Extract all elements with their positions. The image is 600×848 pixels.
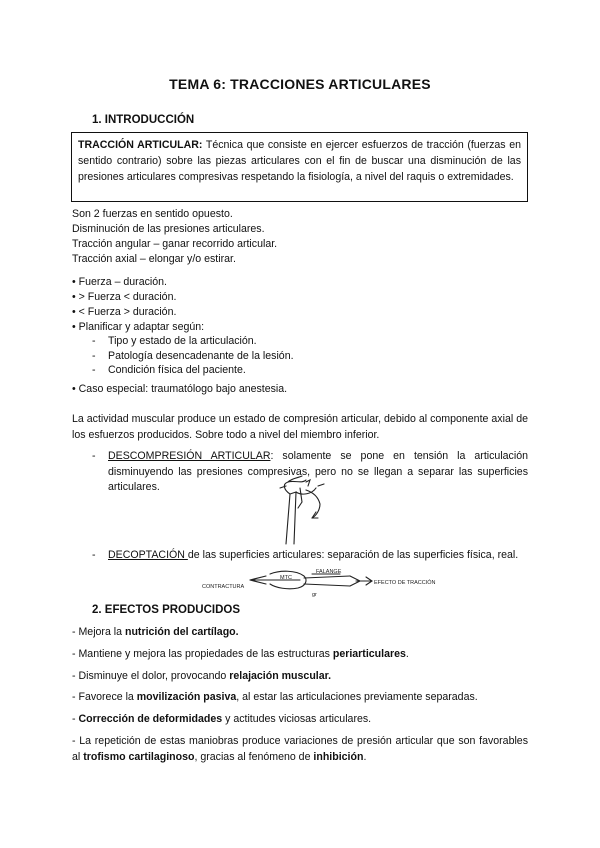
bullet-item: • > Fuerza < duración. xyxy=(72,291,177,303)
decoptacion-text: de las superficies articulares: separación de las superficies física, real. xyxy=(187,549,519,561)
sketch-label-efecto: EFECTO DE TRACCIÓN xyxy=(374,580,436,586)
intro-line: Tracción axial – elongar y/o estirar. xyxy=(72,253,236,265)
intro-line: Disminución de las presiones articulares. xyxy=(72,223,265,235)
effect-item: - Mantiene y mejora las propiedades de las estructuras periarticulares. xyxy=(72,648,409,660)
decoptacion-term: DECOPTACIÓN xyxy=(108,549,188,561)
sub-item: - Condición física del paciente. xyxy=(92,364,246,376)
decompression-sketch xyxy=(272,476,336,546)
intro-line: Son 2 fuerzas en sentido opuesto. xyxy=(72,208,233,220)
page-title: TEMA 6: TRACCIONES ARTICULARES xyxy=(169,76,431,92)
decoptacion-item: - DECOPTACIÓN de las superficies articulares: separación de las superficies física, real. xyxy=(92,549,519,561)
decompression-term: DESCOMPRESIÓN ARTICULAR xyxy=(108,450,271,462)
effect-item: - Disminuye el dolor, provocando relajación muscular. xyxy=(72,670,332,682)
muscle-paragraph: La actividad muscular produce un estado de compresión articular, debido al componente axial de los esfuerzos producidos. Sobre todo a nivel del miembro inferior. xyxy=(72,413,528,441)
effect-item: - Corrección de deformidades y actitudes viciosas articulares. xyxy=(72,713,372,725)
sub-item: - Patología desencadenante de la lesión. xyxy=(92,350,294,362)
definition-text: Técnica que consiste en ejercer esfuerzos de tracción (fuerzas en sentido contrario) sobre las piezas articulares con el fin de buscar una disminución de las presiones articulares compresivas respetando la fisiología, a nivel del raquis o extremidades. xyxy=(78,139,521,183)
definition-term: TRACCIÓN ARTICULAR: xyxy=(78,139,203,151)
bullet-item: • < Fuerza > duración. xyxy=(72,306,177,318)
decompression-item: - DESCOMPRESIÓN ARTICULAR: solamente se pone en tensión la articulación disminuyendo las presiones compresivas, pero no se llegan a separar las superficies articulares. xyxy=(92,450,528,493)
sketch-label-contractura: CONTRACTURA xyxy=(202,584,245,590)
bullet-item: • Planificar y adaptar según: xyxy=(72,321,205,333)
section-heading-introduccion: 1. INTRODUCCIÓN xyxy=(92,114,195,126)
effect-item-last: - La repetición de estas maniobras produce variaciones de presión articular que son favorables al trofismo cartilaginoso, gracias al fenómeno de inhibición. xyxy=(72,735,528,763)
intro-line: Tracción angular – ganar recorrido articular. xyxy=(72,238,278,250)
traction-sketch xyxy=(200,566,436,606)
sub-item: - Tipo y estado de la articulación. xyxy=(92,335,257,347)
definition-box xyxy=(71,132,528,202)
special-case: • Caso especial: traumatólogo bajo anestesia. xyxy=(72,383,288,395)
effect-item: - Favorece la movilización pasiva, al estar las articulaciones previamente separadas. xyxy=(72,691,478,703)
bullet-item: • Fuerza – duración. xyxy=(72,276,167,288)
effect-item: - Mejora la nutrición del cartílago. xyxy=(72,626,239,638)
sketch-label-mtc: MTC xyxy=(280,575,292,581)
section-heading-efectos: 2. EFECTOS PRODUCIDOS xyxy=(92,604,241,616)
sketch-label-gr: gr xyxy=(312,592,317,598)
sketch-label-falange: FALANGE xyxy=(316,569,342,575)
decompression-text: : solamente se pone en tensión la articulación disminuyendo las presiones compresivas, pero no se llegan a separar las superficies articulares. xyxy=(108,450,528,493)
